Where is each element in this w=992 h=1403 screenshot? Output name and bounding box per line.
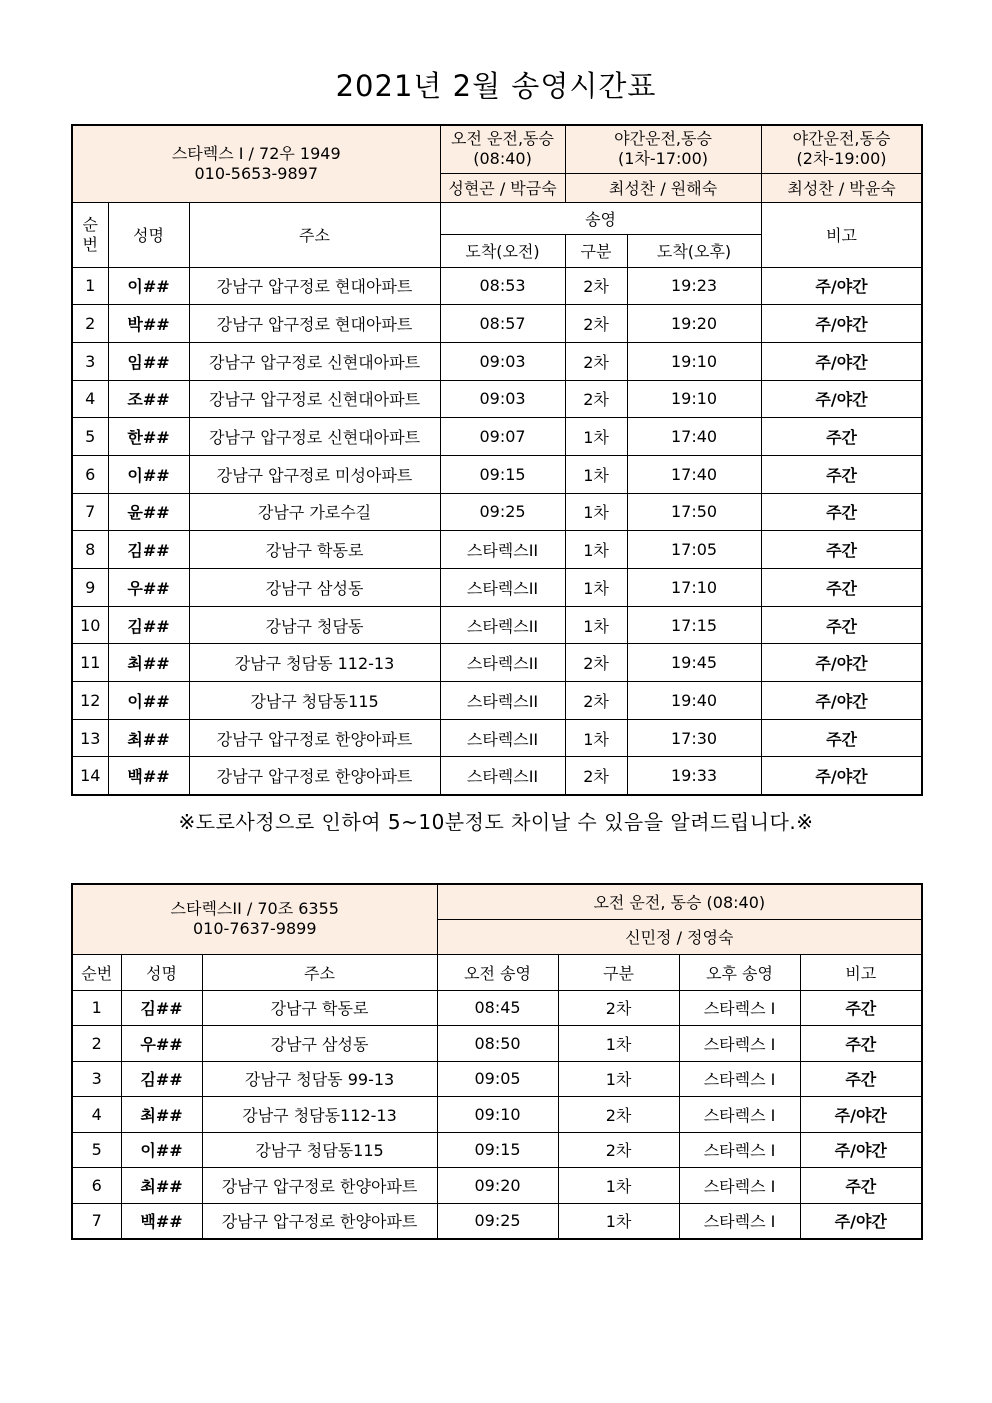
row-note: 주간 — [800, 1168, 922, 1204]
row-no: 4 — [72, 1097, 121, 1133]
header-no — [72, 202, 108, 267]
row-no: 2 — [72, 305, 108, 343]
row-arrive-pm: 17:05 — [627, 531, 761, 569]
row-note: 주/야간 — [761, 644, 922, 682]
row-note: 주간 — [761, 493, 922, 531]
table-row — [72, 1203, 922, 1239]
row-arrive-am: 08:53 — [440, 267, 565, 305]
row-type: 1차 — [558, 1061, 679, 1097]
row-am: 08:45 — [437, 990, 558, 1026]
row-type: 1차 — [565, 606, 627, 644]
shift-time: (1차-17:00) — [618, 149, 709, 169]
row-note: 주/야간 — [761, 305, 922, 343]
row-arrive-pm: 17:15 — [627, 606, 761, 644]
header-name: 성명 — [121, 954, 202, 990]
header-note: 비고 — [800, 954, 922, 990]
row-no: 8 — [72, 531, 108, 569]
row-name: 이## — [108, 682, 189, 720]
row-note: 주/야간 — [761, 342, 922, 380]
row-type: 2차 — [565, 682, 627, 720]
table-row — [72, 493, 922, 531]
row-name: 최## — [121, 1168, 202, 1204]
row-name: 조## — [108, 380, 189, 418]
row-note: 주간 — [761, 719, 922, 757]
row-address: 강남구 압구정로 현대아파트 — [189, 267, 440, 305]
row-arrive-am: 08:57 — [440, 305, 565, 343]
row-no: 14 — [72, 757, 108, 795]
row-name: 윤## — [108, 493, 189, 531]
row-address: 강남구 청담동 — [189, 606, 440, 644]
table-row — [72, 606, 922, 644]
row-arrive-am: 스타렉스II — [440, 606, 565, 644]
row-name: 이## — [121, 1132, 202, 1168]
vehicle-label: 스타렉스II / 70조 6355 — [170, 899, 339, 919]
row-address: 강남구 압구정로 신현대아파트 — [189, 418, 440, 456]
table-row — [72, 1061, 922, 1097]
row-pm: 스타렉스 I — [679, 1132, 800, 1168]
row-no: 6 — [72, 1168, 121, 1204]
row-address: 강남구 청담동112-13 — [202, 1097, 437, 1133]
row-arrive-am: 스타렉스II — [440, 644, 565, 682]
schedule-table-starex-1 — [71, 124, 923, 796]
row-no: 7 — [72, 493, 108, 531]
header-type: 구분 — [558, 954, 679, 990]
row-no: 10 — [72, 606, 108, 644]
row-arrive-am: 09:03 — [440, 342, 565, 380]
table-row — [72, 342, 922, 380]
header-arrive-am: 도착(오전) — [440, 234, 565, 267]
row-address: 강남구 압구정로 한양아파트 — [202, 1203, 437, 1239]
table-row — [72, 569, 922, 607]
header-address: 주소 — [202, 954, 437, 990]
row-name: 우## — [121, 1026, 202, 1062]
row-name: 임## — [108, 342, 189, 380]
row-note: 주간 — [800, 1026, 922, 1062]
row-no: 1 — [72, 267, 108, 305]
row-note: 주/야간 — [800, 1132, 922, 1168]
row-name: 이## — [108, 267, 189, 305]
vehicle-info-cell — [72, 884, 437, 954]
shift-staff-1: 성현곤 / 박금숙 — [440, 173, 565, 202]
shift-title: 야간운전,동승 — [614, 129, 712, 149]
row-note: 주간 — [800, 1061, 922, 1097]
row-address: 강남구 가로수길 — [189, 493, 440, 531]
row-arrive-am: 09:07 — [440, 418, 565, 456]
row-type: 2차 — [565, 380, 627, 418]
header-address: 주소 — [189, 202, 440, 267]
row-no: 13 — [72, 719, 108, 757]
shift-title: 야간운전,동승 — [792, 129, 891, 149]
row-no: 2 — [72, 1026, 121, 1062]
table-row — [72, 990, 922, 1026]
row-arrive-pm: 17:50 — [627, 493, 761, 531]
row-arrive-pm: 17:30 — [627, 719, 761, 757]
row-note: 주/야간 — [761, 267, 922, 305]
table-row — [72, 644, 922, 682]
row-am: 09:10 — [437, 1097, 558, 1133]
row-type: 2차 — [558, 990, 679, 1026]
row-address: 강남구 학동로 — [189, 531, 440, 569]
row-address: 강남구 삼성동 — [189, 569, 440, 607]
header-am: 오전 송영 — [437, 954, 558, 990]
row-name: 김## — [121, 990, 202, 1026]
row-address: 강남구 청담동 112-13 — [189, 644, 440, 682]
row-address: 강남구 청담동115 — [202, 1132, 437, 1168]
row-name: 김## — [121, 1061, 202, 1097]
row-note: 주간 — [761, 531, 922, 569]
row-arrive-am: 스타렉스II — [440, 569, 565, 607]
row-arrive-pm: 17:40 — [627, 418, 761, 456]
row-name: 최## — [121, 1097, 202, 1133]
row-note: 주간 — [761, 418, 922, 456]
row-name: 최## — [108, 719, 189, 757]
shift-header-morning: 오전 운전, 동승 (08:40) — [437, 884, 922, 919]
row-arrive-pm: 19:20 — [627, 305, 761, 343]
row-no: 4 — [72, 380, 108, 418]
row-arrive-pm: 19:10 — [627, 380, 761, 418]
table-row — [72, 1168, 922, 1204]
table-row — [72, 305, 922, 343]
row-address: 강남구 청담동115 — [189, 682, 440, 720]
row-arrive-am: 스타렉스II — [440, 757, 565, 795]
table-row — [72, 1026, 922, 1062]
row-address: 강남구 압구정로 현대아파트 — [189, 305, 440, 343]
vehicle-phone: 010-5653-9897 — [194, 163, 319, 183]
row-type: 1차 — [565, 531, 627, 569]
header-pm: 오후 송영 — [679, 954, 800, 990]
shift-header-2 — [565, 125, 761, 173]
vehicle-phone: 010-7637-9899 — [193, 919, 317, 939]
header-note: 비고 — [761, 202, 922, 267]
row-note: 주/야간 — [800, 1097, 922, 1133]
row-note: 주/야간 — [800, 1203, 922, 1239]
header-type: 구분 — [565, 234, 627, 267]
row-type: 2차 — [558, 1097, 679, 1133]
row-type: 2차 — [565, 644, 627, 682]
page-title: 2021년 2월 송영시간표 — [335, 69, 657, 103]
row-note: 주간 — [761, 569, 922, 607]
row-address: 강남구 압구정로 미성아파트 — [189, 455, 440, 493]
row-type: 1차 — [558, 1026, 679, 1062]
row-name: 백## — [108, 757, 189, 795]
row-address: 강남구 청담동 99-13 — [202, 1061, 437, 1097]
row-no: 6 — [72, 455, 108, 493]
vehicle-info-cell — [72, 125, 440, 202]
row-address: 강남구 학동로 — [202, 990, 437, 1026]
shift-time: (08:40) — [473, 149, 532, 169]
row-pm: 스타렉스 I — [679, 1168, 800, 1204]
row-pm: 스타렉스 I — [679, 1026, 800, 1062]
row-pm: 스타렉스 I — [679, 990, 800, 1026]
row-note: 주간 — [761, 455, 922, 493]
table-row — [72, 531, 922, 569]
row-pm: 스타렉스 I — [679, 1097, 800, 1133]
row-name: 우## — [108, 569, 189, 607]
shift-header-3 — [761, 125, 922, 173]
notice-text: ※도로사정으로 인하여 5~10분정도 차이날 수 있음을 알려드립니다.※ — [178, 810, 814, 834]
row-pm: 스타렉스 I — [679, 1203, 800, 1239]
shift-staff-2: 최성찬 / 원해숙 — [565, 173, 761, 202]
header-arrive-pm: 도착(오후) — [627, 234, 761, 267]
row-no: 12 — [72, 682, 108, 720]
row-name: 이## — [108, 455, 189, 493]
table-row — [72, 267, 922, 305]
shift-time: (2차-19:00) — [796, 149, 887, 169]
shift-staff: 신민정 / 정영숙 — [437, 919, 922, 954]
row-arrive-pm: 19:10 — [627, 342, 761, 380]
shift-staff-3: 최성찬 / 박윤숙 — [761, 173, 922, 202]
shift-title: 오전 운전,동승 — [451, 129, 554, 149]
row-name: 한## — [108, 418, 189, 456]
shift-header-1 — [440, 125, 565, 173]
row-arrive-pm: 19:45 — [627, 644, 761, 682]
vehicle-label: 스타렉스 I / 72우 1949 — [171, 143, 341, 163]
row-arrive-pm: 19:23 — [627, 267, 761, 305]
row-no: 7 — [72, 1203, 121, 1239]
row-am: 09:05 — [437, 1061, 558, 1097]
row-no: 3 — [72, 342, 108, 380]
row-note: 주/야간 — [761, 380, 922, 418]
row-type: 2차 — [565, 342, 627, 380]
row-no: 3 — [72, 1061, 121, 1097]
header-no-line2: 번 — [82, 234, 98, 254]
header-transfer: 송영 — [440, 202, 761, 234]
row-no: 11 — [72, 644, 108, 682]
row-type: 2차 — [565, 305, 627, 343]
row-type: 2차 — [558, 1132, 679, 1168]
table-row — [72, 1132, 922, 1168]
table-row — [72, 418, 922, 456]
row-address: 강남구 압구정로 한양아파트 — [202, 1168, 437, 1204]
header-name: 성명 — [108, 202, 189, 267]
row-type: 1차 — [565, 569, 627, 607]
row-address: 강남구 삼성동 — [202, 1026, 437, 1062]
row-type: 2차 — [565, 757, 627, 795]
row-name: 김## — [108, 606, 189, 644]
row-note: 주/야간 — [761, 682, 922, 720]
table-row — [72, 1097, 922, 1133]
table-row — [72, 719, 922, 757]
row-type: 1차 — [558, 1203, 679, 1239]
row-name: 최## — [108, 644, 189, 682]
row-address: 강남구 압구정로 신현대아파트 — [189, 342, 440, 380]
row-type: 2차 — [565, 267, 627, 305]
row-no: 1 — [72, 990, 121, 1026]
row-arrive-pm: 17:40 — [627, 455, 761, 493]
row-name: 박## — [108, 305, 189, 343]
row-name: 김## — [108, 531, 189, 569]
row-address: 강남구 압구정로 한양아파트 — [189, 719, 440, 757]
row-note: 주/야간 — [761, 757, 922, 795]
table-row — [72, 682, 922, 720]
row-type: 1차 — [565, 418, 627, 456]
row-no: 5 — [72, 418, 108, 456]
row-arrive-pm: 17:10 — [627, 569, 761, 607]
row-am: 08:50 — [437, 1026, 558, 1062]
row-address: 강남구 압구정로 한양아파트 — [189, 757, 440, 795]
row-arrive-am: 스타렉스II — [440, 531, 565, 569]
row-type: 1차 — [565, 455, 627, 493]
row-arrive-am: 09:25 — [440, 493, 565, 531]
row-type: 1차 — [558, 1168, 679, 1204]
table-row — [72, 380, 922, 418]
header-no-line1: 순 — [82, 214, 98, 234]
row-arrive-am: 09:15 — [440, 455, 565, 493]
row-type: 1차 — [565, 719, 627, 757]
row-arrive-pm: 19:40 — [627, 682, 761, 720]
row-name: 백## — [121, 1203, 202, 1239]
row-no: 9 — [72, 569, 108, 607]
row-no: 5 — [72, 1132, 121, 1168]
row-note: 주간 — [800, 990, 922, 1026]
schedule-table-starex-2 — [71, 883, 923, 1240]
row-address: 강남구 압구정로 신현대아파트 — [189, 380, 440, 418]
table-row — [72, 757, 922, 795]
row-note: 주간 — [761, 606, 922, 644]
row-arrive-pm: 19:33 — [627, 757, 761, 795]
row-arrive-am: 스타렉스II — [440, 682, 565, 720]
row-type: 1차 — [565, 493, 627, 531]
row-am: 09:20 — [437, 1168, 558, 1204]
table-row — [72, 455, 922, 493]
row-arrive-am: 09:03 — [440, 380, 565, 418]
row-arrive-am: 스타렉스II — [440, 719, 565, 757]
row-pm: 스타렉스 I — [679, 1061, 800, 1097]
row-am: 09:25 — [437, 1203, 558, 1239]
row-am: 09:15 — [437, 1132, 558, 1168]
header-no: 순번 — [72, 954, 121, 990]
